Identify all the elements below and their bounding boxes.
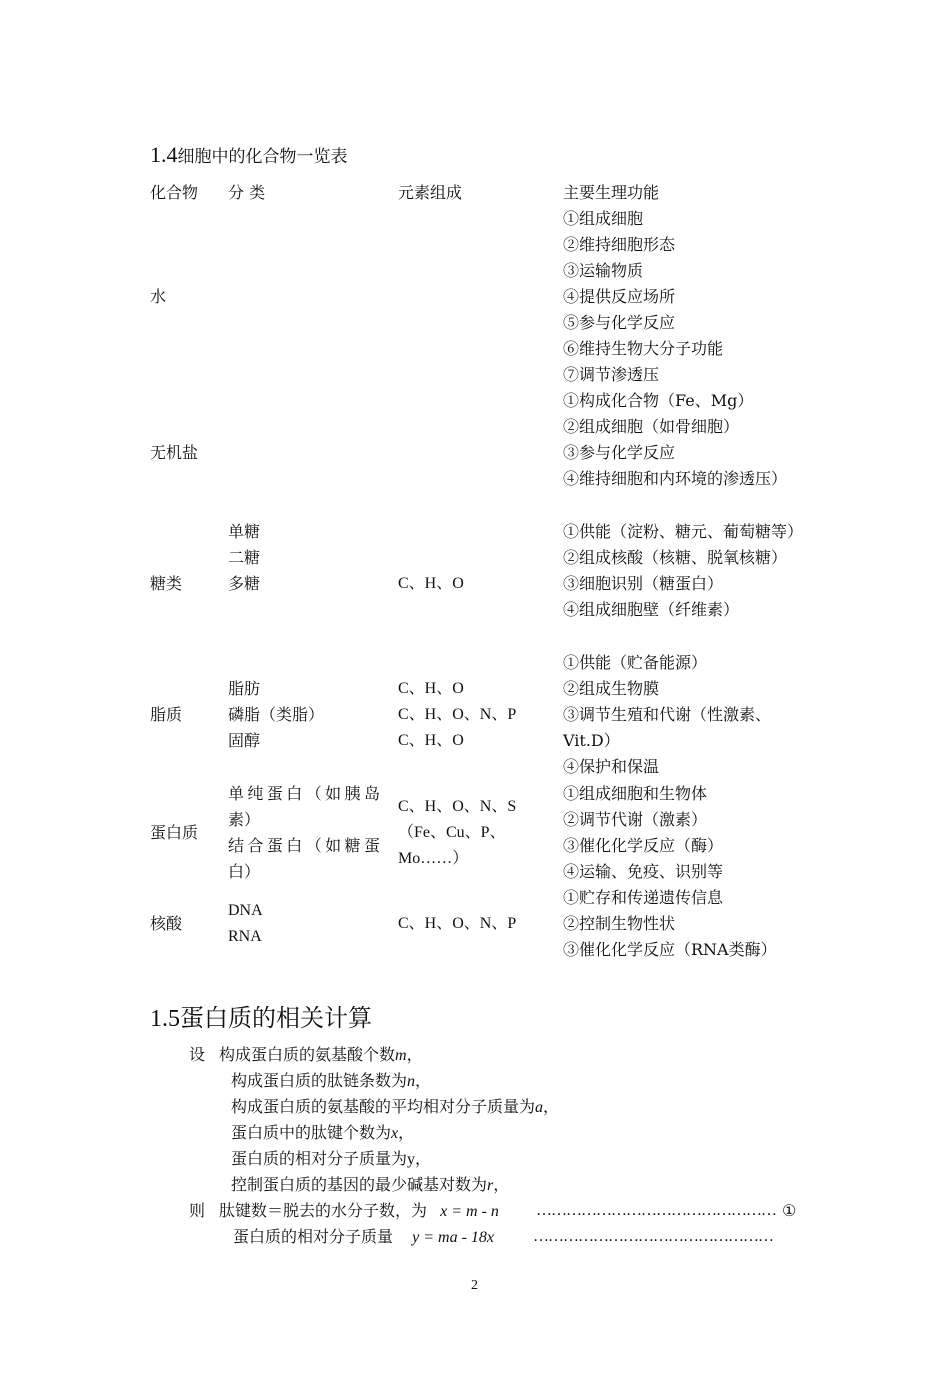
compound-water: 水	[150, 287, 167, 306]
classes-nucleic-acid	[228, 898, 388, 950]
variable: m	[395, 1047, 407, 1064]
header-class: 分 类	[228, 183, 266, 202]
function-item: ②控制生物性状	[563, 914, 676, 933]
function-item: ③运输物质	[563, 261, 644, 280]
functions-protein	[563, 781, 803, 885]
function-item: ①组成细胞和生物体	[563, 784, 708, 803]
function-item: ④保护和保温	[563, 757, 660, 776]
function-item: ③催化化学反应（RNA类酶）	[563, 940, 777, 959]
definition-text: 构成蛋白质的氨基酸个数	[219, 1045, 396, 1064]
class-item: 单糖	[228, 522, 261, 541]
function-item: ③细胞识别（糖蛋白）	[563, 574, 724, 593]
compound-lipids: 脂质	[150, 705, 183, 724]
function-item: ①构成化合物（Fe、Mg）	[563, 391, 754, 410]
variable: x	[391, 1125, 399, 1142]
function-item: ⑤参与化学反应	[563, 313, 676, 332]
classes-lipids	[228, 676, 388, 754]
leader-dots: …………………………………………	[536, 1202, 776, 1219]
function-item: ②组成核酸（核糖、脱氧核糖）	[563, 548, 788, 567]
punct: ，	[398, 1123, 415, 1142]
formula: x = m - n	[440, 1203, 499, 1220]
class-item: 二糖	[228, 548, 261, 567]
punct: ，	[415, 1149, 432, 1168]
elements-sugars: C、H、O	[398, 575, 464, 592]
function-item: ①供能（贮备能源）	[563, 653, 708, 672]
page-number: 2	[471, 1278, 478, 1293]
then-label: 则	[189, 1201, 206, 1220]
definition-text: 蛋白质中的肽键个数为	[231, 1123, 392, 1142]
class-item: 结合蛋白（如糖蛋白）	[228, 836, 380, 881]
function-item: ③催化化学反应（酶）	[563, 836, 724, 855]
functions-nucleic-acid	[563, 885, 803, 963]
class-item: 脂肪	[228, 679, 261, 698]
definition-line	[219, 1042, 423, 1069]
class-item: 多糖	[228, 574, 261, 593]
definition-line	[231, 1120, 414, 1147]
function-item: ②组成细胞（如骨细胞）	[563, 417, 740, 436]
result-text: 蛋白质的相对分子质量	[233, 1227, 394, 1246]
functions-lipids	[563, 650, 803, 780]
function-item: ①贮存和传递遗传信息	[563, 888, 724, 907]
elements-lipids	[398, 676, 558, 754]
result-line-1	[219, 1198, 499, 1225]
compound-sugars: 糖类	[150, 574, 183, 593]
functions-water	[563, 206, 803, 388]
function-item: ④运输、免疫、识别等	[563, 862, 724, 881]
class-item: RNA	[228, 928, 262, 945]
punct: ，	[543, 1097, 560, 1116]
class-item: 磷脂（类脂）	[228, 705, 325, 724]
function-item: ②组成生物膜	[563, 679, 660, 698]
definition-text: 构成蛋白质的氨基酸的平均相对分子质量为	[231, 1097, 536, 1116]
definition-text: 蛋白质的相对分子质量为	[231, 1149, 408, 1168]
compound-protein: 蛋白质	[150, 823, 199, 842]
functions-sugars	[563, 519, 803, 623]
function-item: ①组成细胞	[563, 209, 644, 228]
function-item: ④维持细胞和内环境的渗透压）	[563, 469, 788, 488]
result-text: 肽键数＝脱去的水分子数，为	[219, 1201, 428, 1220]
definition-text: 控制蛋白质的基因的最少碱基对数为	[231, 1175, 488, 1194]
variable: a	[535, 1099, 544, 1116]
function-item: ③调节生殖和代谢（性激素、Vit.D）	[563, 705, 772, 750]
formula: y = ma - 18x	[412, 1229, 494, 1246]
variable: n	[407, 1073, 416, 1090]
punct: ，	[415, 1071, 432, 1090]
compound-inorganic-salt: 无机盐	[150, 443, 199, 462]
compound-nucleic-acid: 核酸	[150, 914, 183, 933]
function-item: ⑦调节渗透压	[563, 365, 660, 384]
class-item: 单纯蛋白（如胰岛素）	[228, 784, 380, 829]
function-item: ⑥维持生物大分子功能	[563, 339, 724, 358]
let-label: 设	[189, 1045, 206, 1064]
section-title-text: 蛋白质的相关计算	[180, 1004, 372, 1032]
header-functions: 主要生理功能	[563, 183, 660, 202]
elements-protein	[398, 794, 538, 872]
variable: y	[407, 1151, 416, 1168]
variable: r	[487, 1177, 494, 1194]
function-item: ①供能（淀粉、糖元、葡萄糖等）	[563, 522, 804, 541]
result-line-2	[233, 1224, 494, 1251]
punct: ，	[493, 1175, 510, 1194]
functions-inorganic-salt	[563, 388, 803, 492]
equation-mark: ①	[782, 1201, 797, 1220]
function-item: ④组成细胞壁（纤维素）	[563, 600, 740, 619]
element-item: C、H、O	[398, 680, 464, 697]
classes-protein	[228, 781, 380, 885]
section-title-text: 细胞中的化合物一览表	[177, 147, 348, 167]
function-item: ④提供反应场所	[563, 287, 676, 306]
section-number: 1.5	[150, 1006, 180, 1032]
leader-dots: …………………………………………	[533, 1228, 773, 1245]
class-item: 固醇	[228, 731, 261, 750]
function-item: ②维持细胞形态	[563, 235, 676, 254]
definition-line	[231, 1146, 431, 1173]
classes-sugars	[228, 519, 388, 597]
element-item: C、H、O	[398, 732, 464, 749]
element-item: C、H、O、N、P	[398, 706, 517, 723]
punct: ，	[406, 1045, 423, 1064]
section-1-5-title	[150, 998, 372, 1033]
function-item: ②调节代谢（激素）	[563, 810, 708, 829]
definition-line	[231, 1094, 559, 1121]
elements-nucleic-acid: C、H、O、N、P	[398, 915, 517, 932]
definition-line	[231, 1172, 509, 1199]
function-item: ③参与化学反应	[563, 443, 676, 462]
section-1-4-title	[150, 142, 348, 168]
definition-line	[231, 1068, 431, 1095]
class-item: DNA	[228, 902, 263, 919]
element-item: C、H、O、N、S（Fe、Cu、P、Mo……）	[398, 798, 517, 867]
header-compound: 化合物	[150, 183, 199, 202]
definition-text: 构成蛋白质的肽链条数为	[231, 1071, 408, 1090]
header-elements: 元素组成	[398, 183, 463, 202]
section-number: 1.4	[150, 142, 178, 167]
